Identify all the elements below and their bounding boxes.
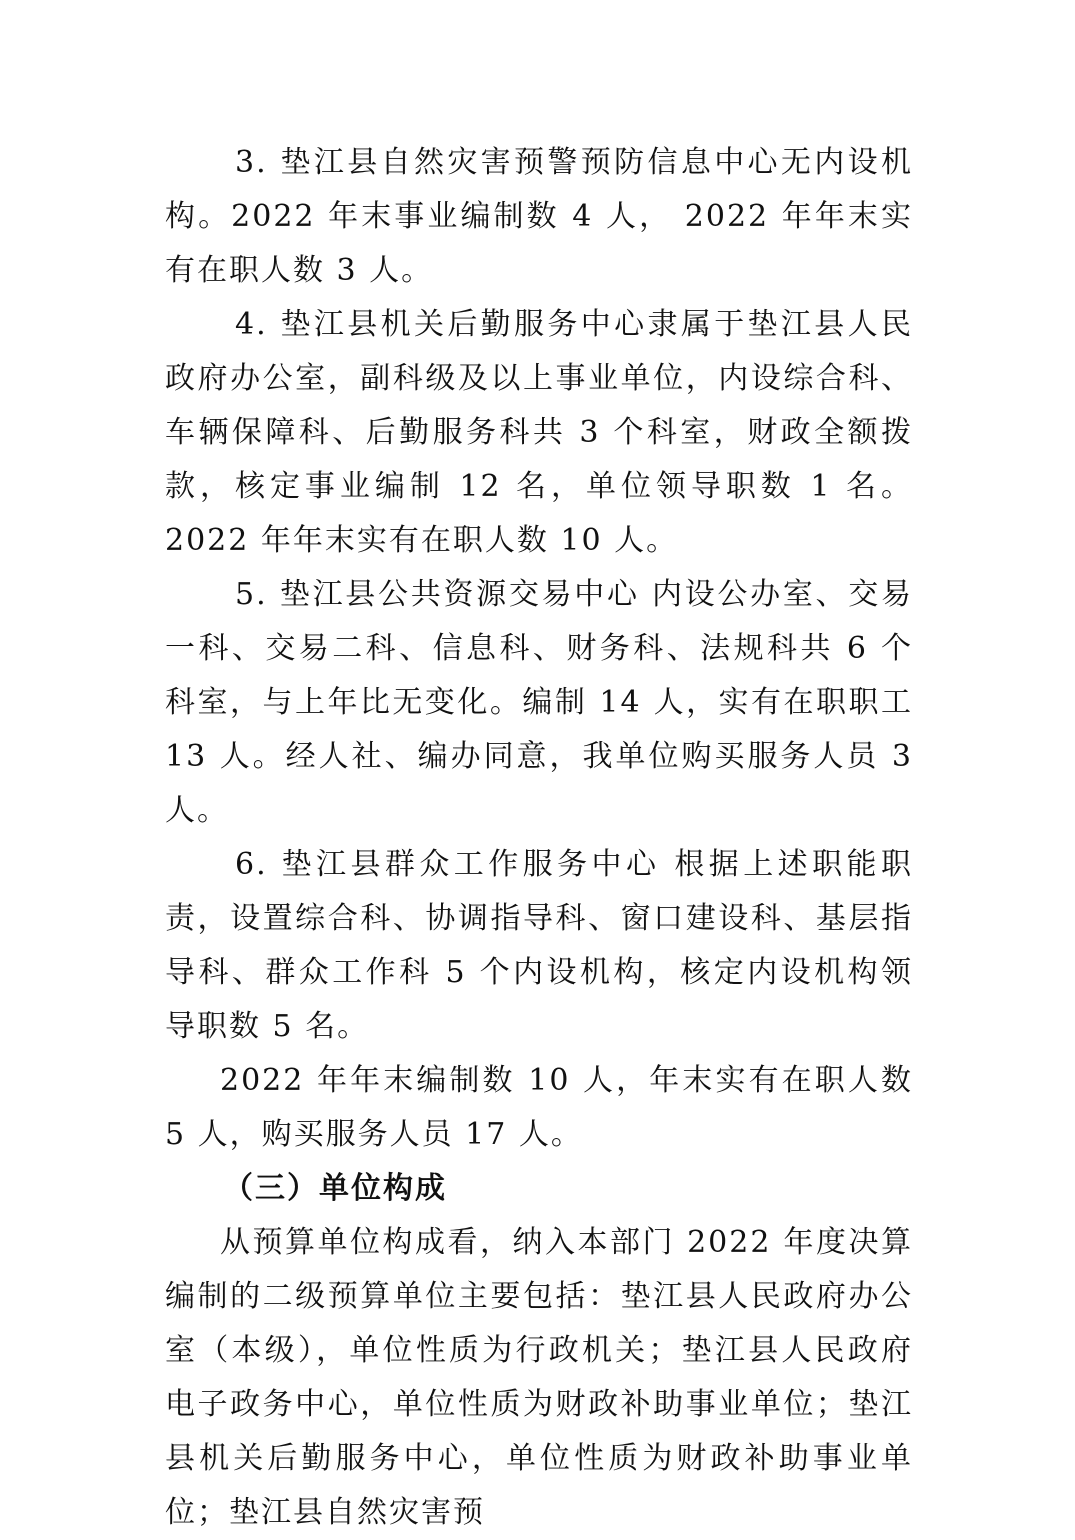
paragraph-4: 4. 垫江县机关后勤服务中心隶属于垫江县人民政府办公室，副科级及以上事业单位，内设综合科、车辆保障科、后勤服务科共 3 个科室，财政全额拨款，核定事业编制 12 名，单位领导职数 1 名。2022 年年末实有在职人数 10 人。 [165, 307, 913, 558]
paragraph-unit-composition: 从预算单位构成看，纳入本部门 2022 年度决算编制的二级预算单位主要包括：垫江县人民政府办公室（本级），单位性质为行政机关；垫江县人民政府电子政务中心，单位性质为财政补助事业单位；垫江县机关后勤服务中心，单位性质为财政补助事业单位；垫江县自然灾害预 [165, 1225, 913, 1530]
document-body [165, 136, 913, 1540]
paragraph-staffing: 2022 年年末编制数 10 人，年末实有在职人数 5 人，购买服务人员 17 人。 [165, 1063, 913, 1152]
paragraph-6: 6. 垫江县群众工作服务中心 根据上述职能职责，设置综合科、协调指导科、窗口建设科、基层指导科、群众工作科 5 个内设机构，核定内设机构领导职数 5 名。 [165, 847, 913, 1044]
paragraph-3: 3. 垫江县自然灾害预警预防信息中心无内设机构。2022 年末事业编制数 4 人， 2022 年年末实有在职人数 3 人。 [165, 145, 913, 288]
section-heading: （三）单位构成 [223, 1171, 447, 1206]
paragraph-5: 5. 垫江县公共资源交易中心 内设公办室、交易一科、交易二科、信息科、财务科、法规科共 6 个科室，与上年比无变化。编制 14 人，实有在职职工 13 人。经人社、编办同意，我单位购买服务人员 3 人。 [165, 577, 913, 828]
